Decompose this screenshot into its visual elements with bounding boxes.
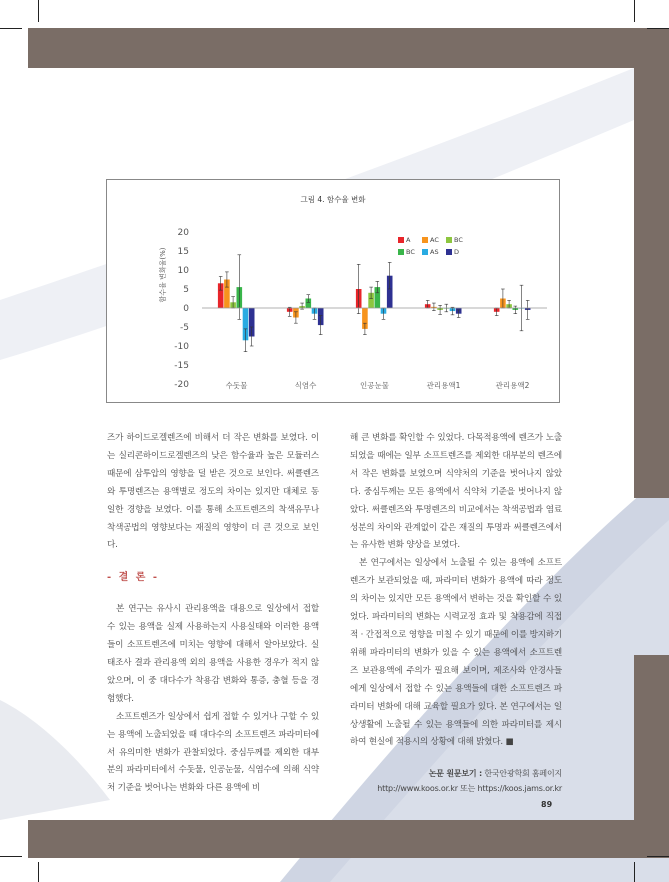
side-band-upper (634, 68, 669, 498)
legend-label: BC (454, 236, 463, 244)
y-tick-label: 5 (183, 285, 189, 295)
y-tick-label: -20 (174, 380, 189, 390)
side-band-lower (634, 655, 669, 820)
y-axis-label: 함수율 변화율(%) (159, 247, 167, 303)
y-tick-label: 10 (177, 266, 189, 276)
y-tick-label: -5 (180, 323, 189, 333)
legend-swatch (446, 237, 452, 243)
crop-mark (634, 862, 635, 882)
legend-swatch (446, 249, 452, 255)
crop-mark (38, 0, 39, 22)
legend-label: D (454, 248, 460, 256)
chart-title: 그림 4. 함수율 변화 (300, 195, 366, 204)
x-tick-label: 관리용액2 (495, 381, 530, 390)
legend-swatch (398, 237, 404, 243)
legend-label: BC (406, 248, 415, 256)
right-column (350, 430, 562, 796)
legend-label: AS (430, 248, 439, 256)
crop-mark (0, 28, 22, 29)
legend-swatch (422, 249, 428, 255)
paragraph: 본 연구에서는 일상에서 노출될 수 있는 용액에 소프트렌즈가 보관되었을 때, 파라미터 변화가 용액에 따라 정도의 차이는 있지만 모든 용액에서 변하는 것을 확인할 수 있었다. 파라미터의 변화는 시력교정 효과 및 착용감에 직접적 · 간접적으로 영향을 미칠 수 있기 때문에 이를 방지하기 위해 파라미터의 변화가 있을 수 있는 용액에서 소프트렌즈 보관용액에 주의가 필요해 보이며, 제조사와 안경사들에게 일상에서 접할 수 있는 용액들에 대한 소프트렌즈 파라미터 변화에 대해 교육할 필요가 있다. 본 연구에서는 일상생활에 노출될 수 있는 용액들에 의한 파라미터를 제시하여 현실에 적용시의 상황에 대해 밝혔다. ■ (350, 558, 562, 748)
paragraph: 즈가 하이드로겔렌즈에 비해서 더 작은 변화를 보였다. 이는 실리콘하이드로겔렌즈의 낮은 함수율과 높은 모듈러스 때문에 삼투압의 영향을 덜 받은 것으로 보인다. 써클렌즈와 투명렌즈는 용액별로 정도의 차이는 있지만 대체로 동일한 경향을 보였다. 이를 통해 소프트렌즈의 착색유무나 착색공법의 영향보다는 재질의 영향이 더 큰 것으로 보인다. (107, 433, 319, 551)
header-band (28, 28, 669, 68)
x-tick-label: 관리용액1 (426, 381, 461, 390)
paragraph: 해 큰 변화를 확인할 수 있었다. 다목적용액에 렌즈가 노출되었을 때에는 일부 소프트렌즈를 제외한 대부분의 렌즈에서 작은 변화를 보였으며 식약처의 기준을 벗어나지 않았다. 중심두께는 모든 용액에서 식약처 기준을 벗어나지 않았다. 써클렌즈와 투명렌즈의 비교에서는 착색공법과 염료성분의 차이와 관계없이 같은 재질의 투명과 써클렌즈에서는 유사한 변화 양상을 보였다. (350, 433, 562, 551)
crop-mark (0, 856, 22, 857)
legend-swatch (422, 237, 428, 243)
legend-label: A (406, 236, 411, 244)
x-tick-label: 인공눈물 (360, 381, 389, 390)
x-tick-label: 수돗물 (225, 381, 248, 390)
y-tick-label: 15 (177, 247, 189, 257)
source-note (350, 766, 562, 796)
page-number: 89 (541, 800, 553, 809)
crop-mark (647, 28, 669, 29)
crop-mark (634, 0, 635, 22)
figure-box (106, 179, 560, 403)
paragraph: 소프트렌즈가 일상에서 쉽게 접할 수 있거나 구할 수 있는 용액에 노출되었을 때 대다수의 소프트렌즈 파라미터에서 유의미한 변화가 관찰되었다. 중심두께를 제외한 대부분의 파라미터에서 수돗물, 인공눈물, 식염수에 의해 식약처 기준을 벗어나는 변화와 다른 용액에 비 (107, 711, 319, 794)
paragraph: 본 연구는 유사시 관리용액을 대용으로 일상에서 접할 수 있는 용액을 실제 사용하는지 사용실태와 이러한 용액들이 소프트렌즈에 미치는 영향에 대해서 알아보았다. 실태조사 결과 관리용액 외의 용액을 사용한 경우가 적지 않았으며, 이 중 대다수가 착용감 변화와 통증, 충혈 등을 경험했다. (107, 604, 319, 704)
left-column (107, 430, 319, 798)
y-tick-label: 0 (183, 304, 189, 314)
section-heading-conclusion: - 결 론 - (107, 572, 160, 584)
crop-mark (647, 856, 669, 857)
footer-band (28, 820, 669, 858)
y-tick-label: -10 (174, 342, 189, 352)
y-tick-label: -15 (174, 361, 189, 371)
moisture-change-chart (107, 180, 559, 402)
crop-mark (38, 862, 39, 882)
legend-label: AC (430, 236, 439, 244)
source-text: 한국안광학회 홈페이지 (484, 769, 562, 779)
legend-swatch (398, 249, 404, 255)
source-url[interactable]: http://www.koos.or.kr 또는 https://koos.jams.or.kr (377, 784, 562, 794)
x-tick-label: 식염수 (294, 381, 317, 390)
source-label: 논문 원문보기 : (428, 769, 483, 779)
y-tick-label: 20 (177, 228, 189, 238)
